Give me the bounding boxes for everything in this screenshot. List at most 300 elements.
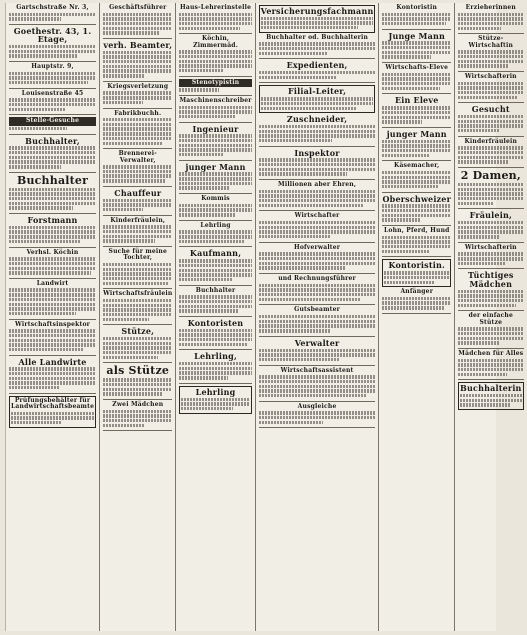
- ad-heading: Millionen aber Ehren,: [278, 181, 357, 189]
- classified-ad: [382, 259, 451, 287]
- ad-heading: Zuschneider,: [286, 114, 348, 125]
- text-line: [458, 129, 500, 132]
- text-line: [458, 50, 524, 53]
- text-line: [259, 389, 376, 392]
- text-line: [179, 371, 251, 374]
- text-line: [259, 411, 376, 414]
- classified-ad: [382, 163, 451, 192]
- text-line: [382, 306, 444, 309]
- ad-heading: Wirtschafter: [294, 212, 340, 220]
- text-line: [103, 55, 172, 58]
- text-line: [179, 300, 251, 303]
- text-line: [103, 65, 172, 68]
- ad-heading: Kommis: [201, 195, 230, 203]
- ad-heading: Brennerei-Verwalter,: [118, 150, 157, 164]
- text-line: [103, 356, 158, 359]
- classified-ad: [179, 352, 251, 383]
- text-line: [458, 86, 524, 89]
- classified-ad: [259, 149, 376, 180]
- text-line: [103, 351, 172, 354]
- text-line: [179, 204, 251, 207]
- text-line: [9, 367, 96, 370]
- text-line: [261, 97, 374, 100]
- ad-heading: Lehrling,: [194, 351, 237, 362]
- ad-heading: 2 Damen,: [460, 169, 521, 183]
- classified-ad: [9, 216, 96, 247]
- classified-ad: [9, 5, 96, 25]
- text-line: [103, 127, 172, 130]
- text-line: [11, 421, 62, 424]
- text-line: [261, 107, 357, 110]
- text-line: [103, 132, 172, 135]
- text-line: [384, 271, 449, 274]
- classified-ad: [179, 163, 251, 194]
- text-line: [181, 402, 249, 405]
- ad-heading: Ingenieur: [192, 123, 239, 134]
- text-line: [9, 230, 96, 233]
- text-line: [179, 139, 251, 142]
- text-line: [382, 144, 451, 147]
- ad-heading: Kriegsverletzung: [107, 82, 169, 90]
- classified-ad: [458, 74, 524, 103]
- text-line: [9, 160, 96, 163]
- text-line: [259, 190, 376, 193]
- ad-heading: Stenotypistin: [179, 79, 251, 87]
- text-line: [179, 376, 227, 379]
- text-line: [458, 188, 524, 191]
- text-line: [9, 151, 96, 154]
- text-line: [103, 101, 143, 104]
- text-line: [460, 399, 522, 402]
- text-line: [103, 308, 172, 311]
- classified-ad: [382, 5, 451, 30]
- text-line: [103, 304, 172, 307]
- column-6: [455, 3, 527, 631]
- text-line: [382, 301, 451, 304]
- classified-ad: [9, 91, 96, 116]
- classified-ad: [103, 151, 172, 187]
- text-line: [259, 235, 331, 238]
- text-line: [259, 168, 376, 171]
- text-line: [9, 235, 96, 238]
- classified-ad: [259, 368, 376, 402]
- text-line: [259, 353, 376, 356]
- text-line: [179, 329, 251, 332]
- text-line: [259, 42, 376, 45]
- text-line: [9, 202, 96, 205]
- ad-heading: Hofverwalter: [293, 243, 341, 251]
- text-line: [458, 359, 524, 362]
- text-line: [382, 77, 451, 80]
- text-line: [458, 235, 499, 238]
- classified-ad: [458, 36, 524, 72]
- text-line: [103, 27, 172, 30]
- text-line: [179, 153, 223, 156]
- ad-heading: Verhsl. Köchin: [26, 248, 79, 256]
- text-line: [259, 125, 376, 128]
- ad-heading: Erzieherinnen: [465, 4, 516, 11]
- text-line: [382, 214, 451, 217]
- ad-heading: Wirtschafterin: [464, 72, 517, 80]
- ad-heading: Lehrling: [200, 221, 231, 229]
- text-line: [179, 235, 251, 238]
- text-line: [259, 375, 376, 378]
- ad-heading: der einfache Stütze: [468, 312, 514, 326]
- classified-ad: [382, 32, 451, 63]
- text-line: [179, 17, 251, 20]
- ad-heading: Ein Eleve: [394, 95, 439, 106]
- text-line: [179, 208, 251, 211]
- text-line: [259, 134, 376, 137]
- classified-ad: [103, 291, 172, 325]
- text-line: [179, 177, 251, 180]
- ad-heading: Stütze,: [121, 326, 155, 337]
- text-line: [9, 334, 96, 337]
- text-line: [382, 140, 451, 143]
- text-line: [458, 299, 524, 302]
- classified-ad: [179, 386, 251, 414]
- ad-heading: Geschäftsführer: [109, 4, 167, 11]
- text-line: [259, 52, 328, 55]
- classified-ad: [382, 228, 451, 257]
- classified-ad: [179, 196, 251, 221]
- text-line: [382, 55, 431, 58]
- text-line: [103, 74, 145, 77]
- text-line: [458, 368, 524, 371]
- column-4: [256, 3, 380, 631]
- text-line: [179, 106, 251, 109]
- ad-heading: Wirtschaftsinspektor: [15, 320, 91, 328]
- ad-heading: Wirtschaftsfräulein: [103, 290, 173, 298]
- text-line: [458, 160, 508, 163]
- text-line: [458, 17, 524, 20]
- ad-heading: Buchhalter: [195, 286, 236, 294]
- text-line: [179, 69, 224, 72]
- text-line: [458, 304, 516, 307]
- text-line: [181, 407, 232, 410]
- text-line: [9, 98, 96, 101]
- text-line: [259, 293, 376, 296]
- text-line: [259, 158, 376, 161]
- text-line: [179, 230, 251, 233]
- text-line: [9, 108, 65, 111]
- text-line: [9, 146, 96, 149]
- text-line: [9, 45, 96, 48]
- text-line: [9, 372, 96, 375]
- ad-heading: Gutsbeamter: [294, 306, 340, 314]
- text-line: [9, 267, 96, 270]
- ad-heading: Filial-Leiter,: [288, 86, 347, 97]
- text-line: [103, 419, 172, 422]
- classified-ad: [259, 213, 376, 242]
- text-line: [458, 60, 524, 63]
- text-line: [179, 64, 251, 67]
- text-line: [9, 206, 73, 209]
- text-line: [103, 31, 160, 34]
- ad-heading: Lohn, Pferd, Hund: [383, 227, 450, 235]
- text-line: [9, 271, 91, 274]
- classified-ad: [9, 137, 96, 173]
- text-line: [382, 250, 429, 253]
- text-line: [458, 337, 524, 340]
- text-line: [179, 60, 251, 63]
- text-line: [382, 209, 451, 212]
- text-line: [382, 171, 451, 174]
- text-line: [9, 13, 96, 16]
- text-line: [179, 115, 235, 118]
- text-line: [179, 343, 247, 346]
- text-line: [103, 22, 172, 25]
- classified-ad: [9, 281, 96, 320]
- text-line: [103, 230, 172, 233]
- text-line: [259, 139, 333, 142]
- text-line: [458, 252, 524, 255]
- text-line: [9, 343, 96, 346]
- ad-heading: Fabrikbuchh.: [114, 109, 162, 117]
- text-line: [103, 142, 163, 145]
- classified-ad: [382, 130, 451, 161]
- text-line: [179, 27, 240, 30]
- text-line: [9, 312, 76, 315]
- text-line: [179, 22, 251, 25]
- text-line: [103, 179, 165, 182]
- text-line: [259, 284, 376, 287]
- text-line: [179, 273, 251, 276]
- text-line: [382, 22, 446, 25]
- text-line: [103, 51, 172, 54]
- ad-heading: Alle Landwirte: [18, 356, 87, 367]
- text-line: [458, 27, 501, 30]
- text-line: [103, 414, 172, 417]
- text-line: [103, 239, 155, 242]
- text-line: [382, 82, 451, 85]
- ad-heading: Hauptstr. 9,: [31, 63, 74, 71]
- classified-ad: [458, 170, 524, 209]
- classified-ad: [179, 288, 251, 317]
- ad-heading: Wirtschaftsassistent: [280, 366, 354, 374]
- text-line: [259, 394, 366, 397]
- text-line: [9, 262, 96, 265]
- text-line: [179, 13, 251, 16]
- text-line: [9, 165, 61, 168]
- column-3: [176, 3, 255, 631]
- text-line: [259, 226, 376, 229]
- text-line: [179, 338, 251, 341]
- ad-heading: Goethestr. 43, 1. Etage,: [13, 25, 92, 45]
- text-line: [458, 151, 524, 154]
- text-line: [9, 127, 67, 130]
- text-line: [458, 156, 524, 159]
- classified-ad: [103, 365, 172, 400]
- text-line: [458, 183, 524, 186]
- ad-heading: Wirtschafterin: [464, 243, 517, 251]
- ad-heading: Forstmann: [27, 215, 78, 226]
- text-line: [103, 342, 172, 345]
- classified-ad: [103, 189, 172, 216]
- text-line: [9, 307, 96, 310]
- text-line: [259, 221, 376, 224]
- ad-heading: Fräulein,: [469, 210, 512, 221]
- text-line: [103, 91, 172, 94]
- text-line: [9, 17, 61, 20]
- text-line: [259, 421, 323, 424]
- classified-ad: [458, 271, 524, 311]
- text-line: [382, 111, 451, 114]
- text-line: [103, 225, 172, 228]
- text-line: [458, 327, 524, 330]
- text-line: [9, 54, 77, 57]
- text-line: [103, 235, 172, 238]
- text-line: [9, 329, 96, 332]
- classified-ad: [259, 61, 376, 83]
- ad-heading: Suche für meine Tochter,: [108, 247, 167, 262]
- classified-ad: [103, 327, 172, 363]
- text-line: [103, 137, 172, 140]
- text-line: [382, 120, 421, 123]
- text-line: [103, 208, 143, 211]
- text-line: [9, 197, 96, 200]
- ad-heading: Prüfungsbehälter für Landwirtschaftsbeamte: [11, 396, 95, 411]
- ad-heading: als Stütze: [106, 364, 170, 378]
- classified-ad: [179, 79, 251, 96]
- classified-ad: [179, 319, 251, 350]
- text-line: [103, 268, 172, 271]
- text-line: [259, 288, 376, 291]
- text-line: [179, 110, 251, 113]
- text-line: [460, 403, 511, 406]
- classified-ad: [9, 64, 96, 89]
- text-line: [9, 386, 60, 389]
- classified-ad: [9, 250, 96, 279]
- ad-heading: junger Mann: [386, 128, 447, 139]
- text-line: [382, 218, 420, 221]
- text-line: [259, 349, 376, 352]
- text-line: [103, 424, 145, 427]
- classified-ad: [259, 5, 376, 33]
- text-line: [103, 203, 172, 206]
- text-line: [103, 392, 163, 395]
- text-line: [458, 96, 518, 99]
- text-line: [382, 87, 440, 90]
- text-line: [179, 264, 251, 267]
- text-line: [103, 118, 172, 121]
- text-line: [9, 257, 96, 260]
- classified-ad: [382, 195, 451, 226]
- text-line: [181, 398, 249, 401]
- text-line: [179, 278, 232, 281]
- text-line: [382, 180, 451, 183]
- classified-ad: [9, 396, 96, 428]
- ad-heading: verh. Beamter,: [103, 40, 173, 51]
- text-line: [179, 88, 219, 91]
- text-line: [458, 294, 524, 297]
- text-line: [103, 378, 172, 381]
- text-line: [458, 115, 524, 118]
- classified-ad: [259, 115, 376, 146]
- text-line: [384, 281, 434, 284]
- text-line: [458, 146, 524, 149]
- text-line: [382, 154, 430, 157]
- classified-ad: [259, 182, 376, 211]
- text-line: [458, 91, 524, 94]
- classified-ad: [458, 351, 524, 380]
- classified-ad: [179, 36, 251, 76]
- ad-heading: Buchhalter od. Buchhalterin: [266, 33, 369, 41]
- classified-ad: [103, 111, 172, 150]
- text-line: [103, 165, 172, 168]
- text-line: [458, 124, 524, 127]
- text-line: [9, 377, 96, 380]
- text-line: [259, 416, 376, 419]
- ad-heading: und Rechnungsführer: [278, 275, 356, 283]
- text-line: [9, 192, 96, 195]
- text-line: [9, 381, 96, 384]
- text-line: [382, 297, 451, 300]
- ad-heading: Buchhalterin: [460, 383, 522, 394]
- text-line: [179, 213, 235, 216]
- text-line: [103, 174, 172, 177]
- text-line: [382, 185, 439, 188]
- text-line: [103, 272, 172, 275]
- text-line: [259, 380, 376, 383]
- ad-heading: Inspektor: [294, 147, 340, 158]
- classified-ad: [259, 35, 376, 60]
- text-line: [179, 367, 251, 370]
- text-line: [458, 230, 524, 233]
- text-line: [261, 102, 374, 105]
- text-line: [9, 298, 96, 301]
- text-line: [9, 76, 96, 79]
- text-line: [179, 182, 251, 185]
- text-line: [458, 373, 507, 376]
- text-line: [458, 341, 499, 344]
- newspaper-page: [5, 3, 524, 631]
- ad-heading: Köchin, Zimmermäd.: [193, 35, 238, 49]
- text-line: [460, 394, 522, 397]
- classified-ad: [179, 98, 251, 123]
- classified-ad: [458, 211, 524, 242]
- text-line: [103, 123, 172, 126]
- text-line: [382, 245, 451, 248]
- text-line: [103, 318, 149, 321]
- text-line: [179, 333, 251, 336]
- text-line: [259, 199, 376, 202]
- text-line: [259, 76, 337, 79]
- ad-heading: junger Mann: [185, 161, 246, 172]
- text-line: [458, 192, 524, 195]
- text-line: [103, 282, 168, 285]
- text-line: [382, 106, 451, 109]
- text-line: [9, 288, 96, 291]
- text-line: [382, 51, 451, 54]
- text-line: [458, 290, 524, 293]
- text-line: [103, 410, 172, 413]
- text-line: [259, 47, 376, 50]
- ad-heading: Haus-Lehrerinstelle: [179, 4, 252, 11]
- classified-ad: [259, 339, 376, 366]
- text-line: [259, 71, 376, 74]
- classified-ad: [382, 289, 451, 314]
- text-line: [382, 17, 451, 20]
- text-line: [9, 72, 96, 75]
- text-line: [261, 21, 374, 24]
- text-line: [179, 295, 251, 298]
- text-line: [9, 293, 96, 296]
- classified-ad: [179, 249, 251, 285]
- text-line: [179, 148, 251, 151]
- classified-ad: [179, 223, 251, 248]
- classified-ad: [103, 41, 172, 82]
